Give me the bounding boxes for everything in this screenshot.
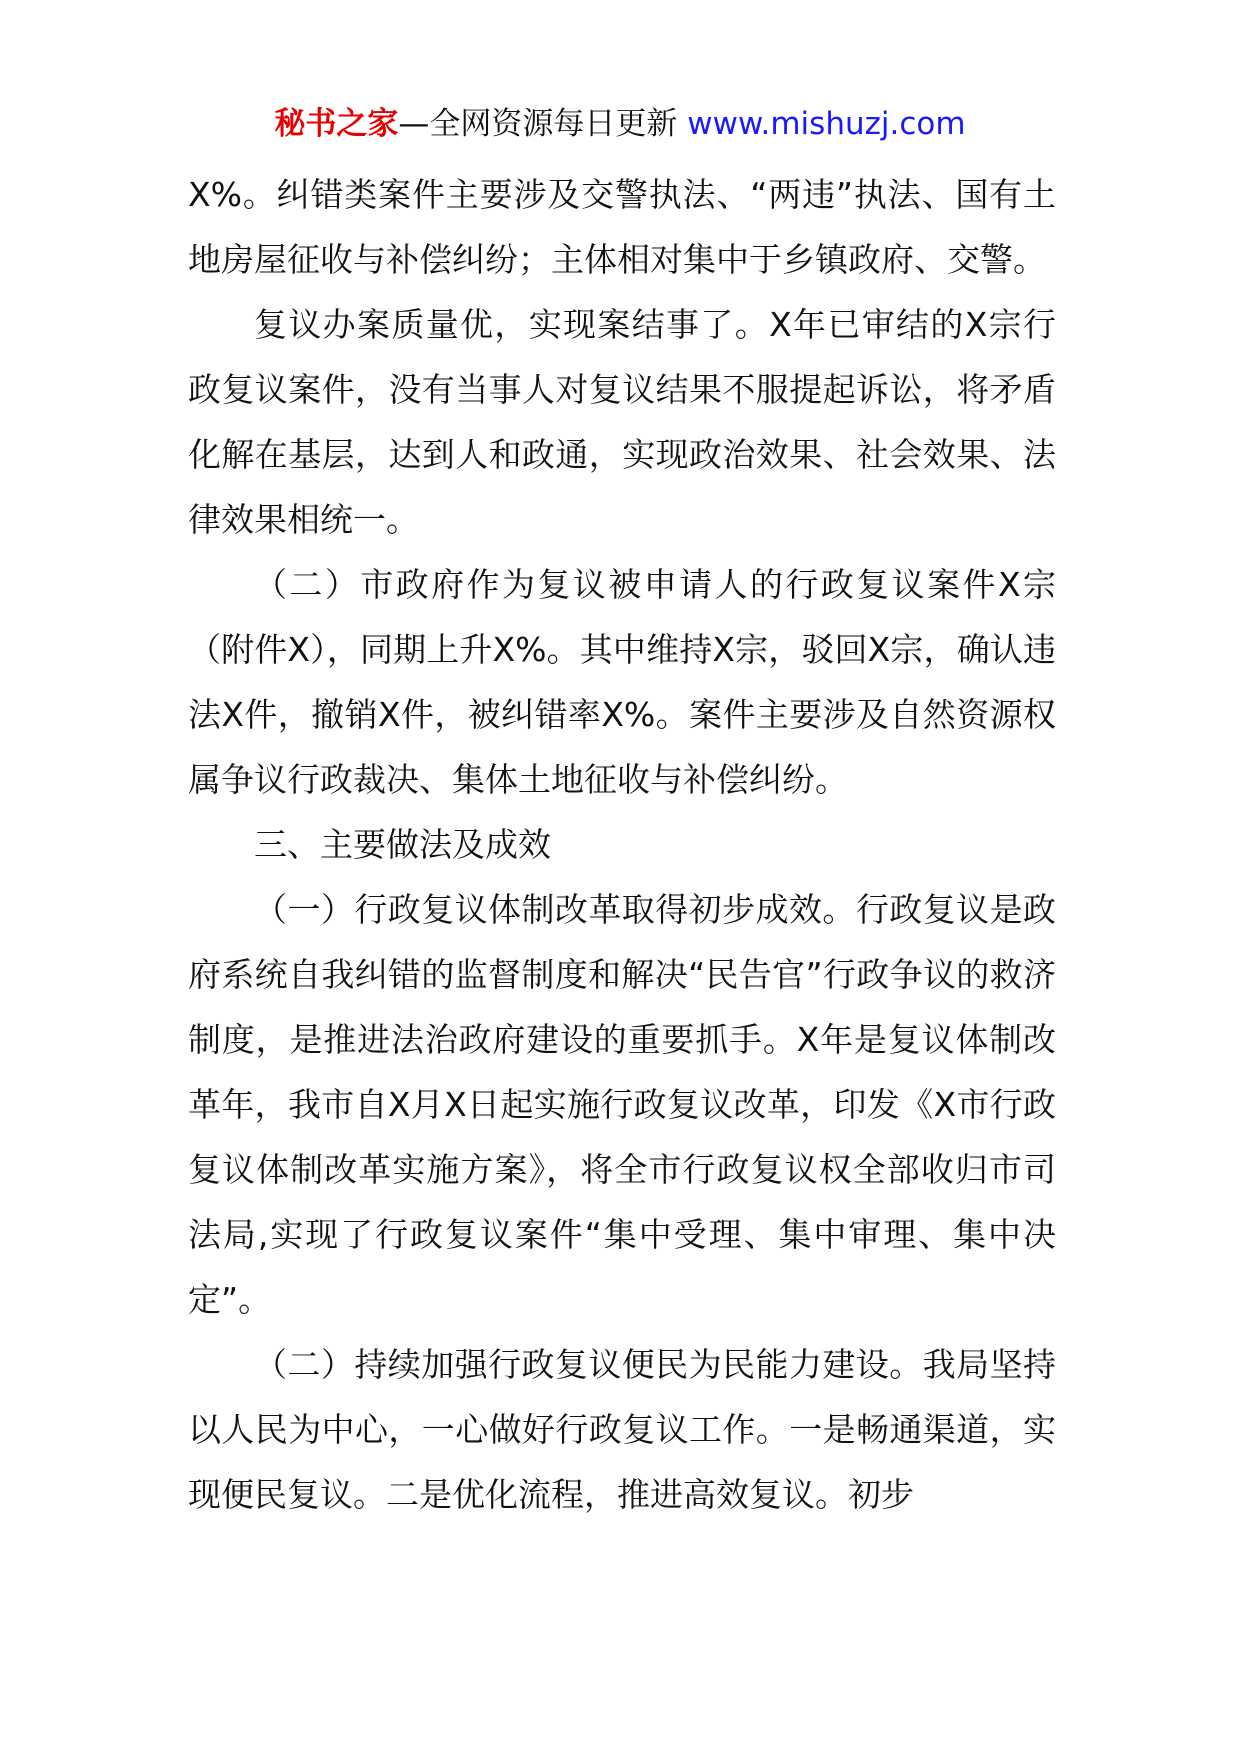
paragraph-reform-results: （一）行政复议体制改革取得初步成效。行政复议是政府系统自我纠错的监督制度和解决“民告官”行政争议的救济制度，是推进法治政府建设的重要抓手。X年是复议体制改革年，我市自X月X日起实施行政复议改革，印发《X市行政复议体制改革实施方案》，将全市行政复议权全部收归市司法局,实现了行政复议案件“集中受理、集中审理、集中决定”。: [188, 890, 1056, 1319]
paragraph-continuation: X%。纠错类案件主要涉及交警执法、“两违”执法、国有土地房屋征收与补偿纠纷；主体相对集中于乡镇政府、交警。: [188, 175, 1056, 279]
header-tagline: —全网资源每日更新: [398, 106, 688, 142]
paragraph-convenience-capacity: （二）持续加强行政复议便民为民能力建设。我局坚持以人民为中心，一心做好行政复议工作。一是畅通渠道，实现便民复议。二是优化流程，推进高效复议。初步: [188, 1345, 1056, 1514]
paragraph-city-government-cases: （二）市政府作为复议被申请人的行政复议案件X宗（附件X），同期上升X%。其中维持X宗，驳回X宗，确认违法X件，撤销X件，被纠错率X%。案件主要涉及自然资源权属争议行政裁决、集体土地征收与补偿纠纷。: [188, 565, 1056, 799]
page-header: [0, 100, 1240, 148]
header-brand: 秘书之家: [274, 106, 399, 142]
section-heading-main-practices: 三、主要做法及成效: [254, 825, 551, 864]
header-url-link[interactable]: www.mishuzj.com: [687, 106, 966, 142]
document-body: [188, 162, 1056, 1527]
paragraph-review-quality: 复议办案质量优，实现案结事了。X年已审结的X宗行政复议案件，没有当事人对复议结果不服提起诉讼，将矛盾化解在基层，达到人和政通，实现政治效果、社会效果、法律效果相统一。: [188, 305, 1056, 539]
